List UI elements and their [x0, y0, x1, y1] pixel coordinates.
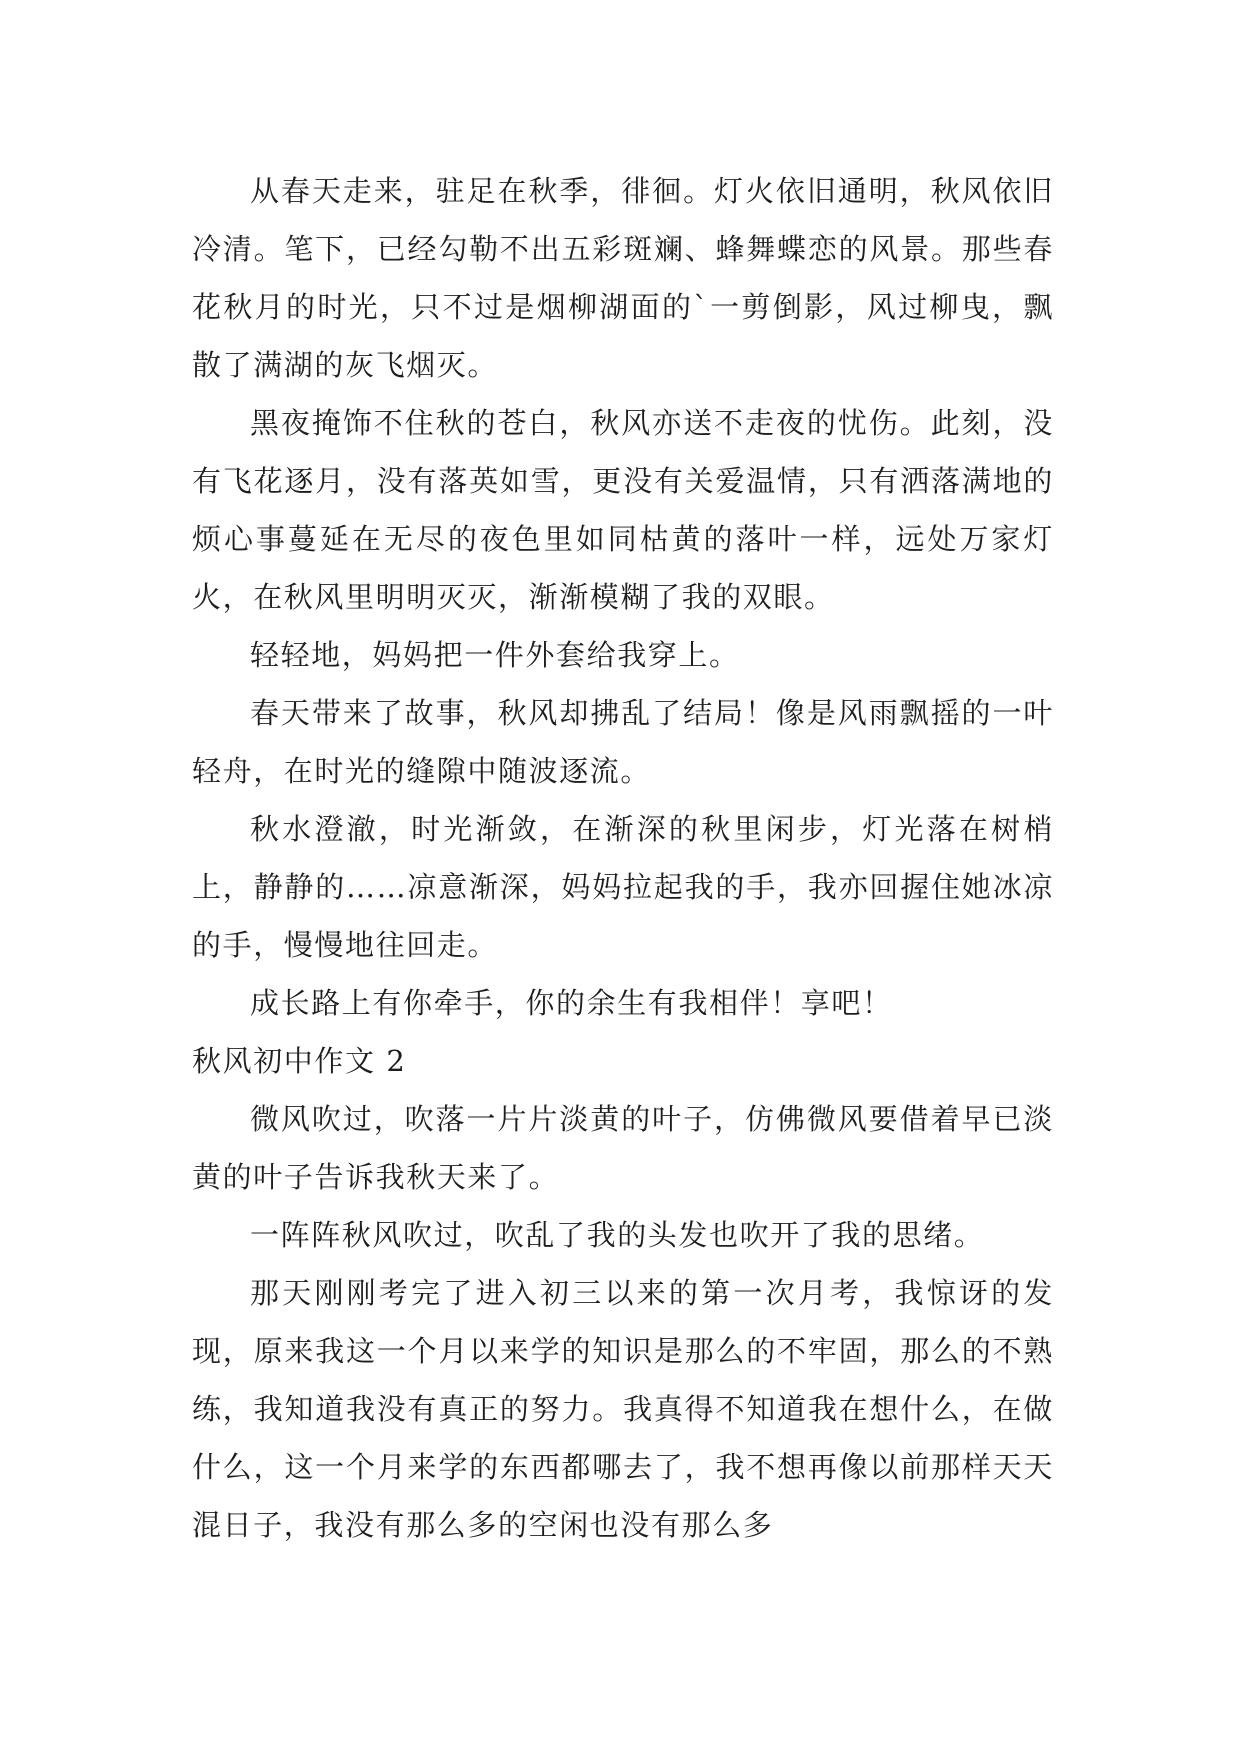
paragraph: 成长路上有你牵手，你的余生有我相伴！享吧！ [250, 986, 893, 1020]
paragraph: 黑夜掩饰不住秋的苍白，秋风亦送不走夜的忧伤。此刻，没有飞花逐月，没有落英如雪，更没有关爱温情，只有洒落满地的烦心事蔓延在无尽的夜色里如同枯黄的落叶一样，远处万家灯火，在秋风里明明灭灭，渐渐模糊了我的双眼。 [192, 406, 1054, 614]
paragraph: 微风吹过，吹落一片片淡黄的叶子，仿佛微风要借着早已淡黄的叶子告诉我秋天来了。 [192, 1102, 1054, 1194]
section-title: 秋风初中作文 2 [192, 1044, 407, 1078]
paragraph: 从春天走来，驻足在秋季，徘徊。灯火依旧通明，秋风依旧冷清。笔下，已经勾勒不出五彩斑斓、蜂舞蝶恋的风景。那些春花秋月的时光，只不过是烟柳湖面的`一剪倒影，风过柳曳，飘散了满湖的灰飞烟灭。 [192, 174, 1054, 382]
paragraph: 一阵阵秋风吹过，吹乱了我的头发也吹开了我的思绪。 [250, 1218, 985, 1252]
paragraph: 那天刚刚考完了进入初三以来的第一次月考，我惊讶的发现，原来我这一个月以来学的知识是那么的不牢固，那么的不熟练，我知道我没有真正的努力。我真得不知道我在想什么，在做什么，这一个月来学的东西都哪去了，我不想再像以前那样天天混日子，我没有那么多的空闲也没有那么多 [192, 1276, 1054, 1542]
document-body [192, 162, 1054, 1554]
paragraph: 轻轻地，妈妈把一件外套给我穿上。 [250, 638, 740, 672]
paragraph: 秋水澄澈，时光渐敛，在渐深的秋里闲步，灯光落在树梢上，静静的……凉意渐深，妈妈拉起我的手，我亦回握住她冰凉的手，慢慢地往回走。 [192, 812, 1054, 962]
paragraph: 春天带来了故事，秋风却拂乱了结局！像是风雨飘摇的一叶轻舟，在时光的缝隙中随波逐流。 [192, 696, 1054, 788]
